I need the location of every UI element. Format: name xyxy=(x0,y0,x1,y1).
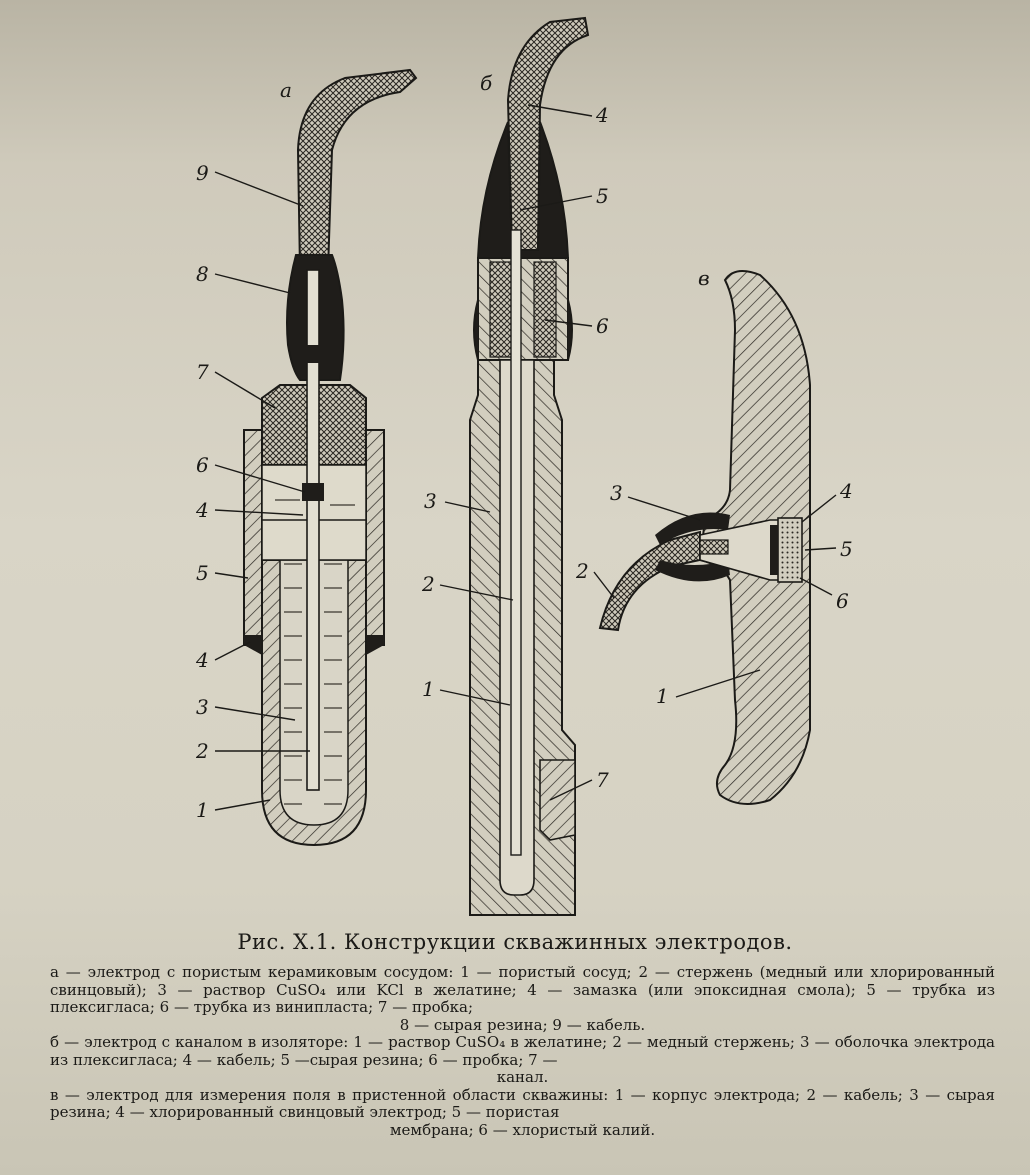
callout-a-5: 5 xyxy=(196,561,209,585)
legend-c-line1: в — электрод для измерения поля в пристенной области скважины: 1 — корпус электрода; 2 — кабель; 3 — сырая резина; 4 — хлорированный свинцовый электрод; 5 — пористая xyxy=(50,1085,995,1121)
callout-a-4: 4 xyxy=(196,498,209,522)
figure-legend xyxy=(50,964,995,1139)
electrode-a xyxy=(195,70,416,845)
legend-a-line2: 8 — сырая резина; 9 — кабель. xyxy=(399,1015,646,1034)
callout-b-2: 2 xyxy=(422,572,435,596)
callout-b-4: 4 xyxy=(596,103,609,127)
callout-a-2: 2 xyxy=(196,739,209,763)
cable-a xyxy=(298,70,416,270)
plexiglass-tube-left xyxy=(244,430,262,645)
callout-b-5: 5 xyxy=(596,184,609,208)
putty-right xyxy=(366,635,384,655)
callout-a-8: 8 xyxy=(196,262,209,286)
cable-c xyxy=(600,532,700,630)
plexiglass-tube-right xyxy=(366,430,384,645)
electrode-c xyxy=(575,266,853,804)
figure-caption-title: Рис. X.1. Конструкции скважинных электродов. xyxy=(237,930,793,954)
callout-b-7: 7 xyxy=(596,768,609,792)
callout-c-2: 2 xyxy=(576,559,589,583)
callout-c-5: 5 xyxy=(840,537,853,561)
legend-c-line2: мембрана; 6 — хлористый калий. xyxy=(389,1120,656,1139)
callout-c-1: 1 xyxy=(656,684,669,708)
callout-a-9: 9 xyxy=(196,161,209,185)
callout-a-3: 3 xyxy=(196,695,209,719)
callout-a-7: 7 xyxy=(196,360,209,384)
putty-left xyxy=(244,635,262,655)
callout-a-1: 1 xyxy=(196,798,209,822)
callout-a-6: 6 xyxy=(196,453,209,477)
rod-joint-a xyxy=(303,345,321,363)
copper-rod-b xyxy=(511,230,521,855)
legend-b-line1: б — электрод с каналом в изоляторе: 1 — раствор CuSO₄ в желатине; 2 — медный стержень; 3 — оболочка электрода из плексигласа; 4 — кабель; 5 —сырая резина; 6 — пробка; 7 — xyxy=(50,1033,995,1069)
callout-c-3: 3 xyxy=(610,481,623,505)
callout-c-4: 4 xyxy=(840,479,853,503)
channel-b xyxy=(540,760,575,840)
callout-c-6: 6 xyxy=(836,589,849,613)
membrane-c xyxy=(778,518,802,582)
vinyl-tube-a xyxy=(302,483,324,501)
callout-b-3: 3 xyxy=(424,489,437,513)
callout-b-6: 6 xyxy=(596,314,609,338)
callout-b-1: 1 xyxy=(422,677,435,701)
panel-label-c: в xyxy=(698,266,710,290)
panel-label-b: б xyxy=(480,71,493,95)
electrode-b xyxy=(421,18,609,915)
panel-label-a: а xyxy=(280,78,292,102)
legend-b-line2: канал. xyxy=(496,1068,549,1086)
legend-a-line1: а — электрод с пористым керамиковым сосудом: 1 — пористый сосуд; 2 — стержень (медный или хлорированный свинцовый); 3 — раствор CuSO₄ или KCl в желатине; 4 — замазка (или эпоксидная смола); 5 — трубка из плексигласа; 6 — трубка из винипласта; 7 — пробка; xyxy=(50,963,995,1016)
callout-a-4b: 4 xyxy=(196,648,209,672)
